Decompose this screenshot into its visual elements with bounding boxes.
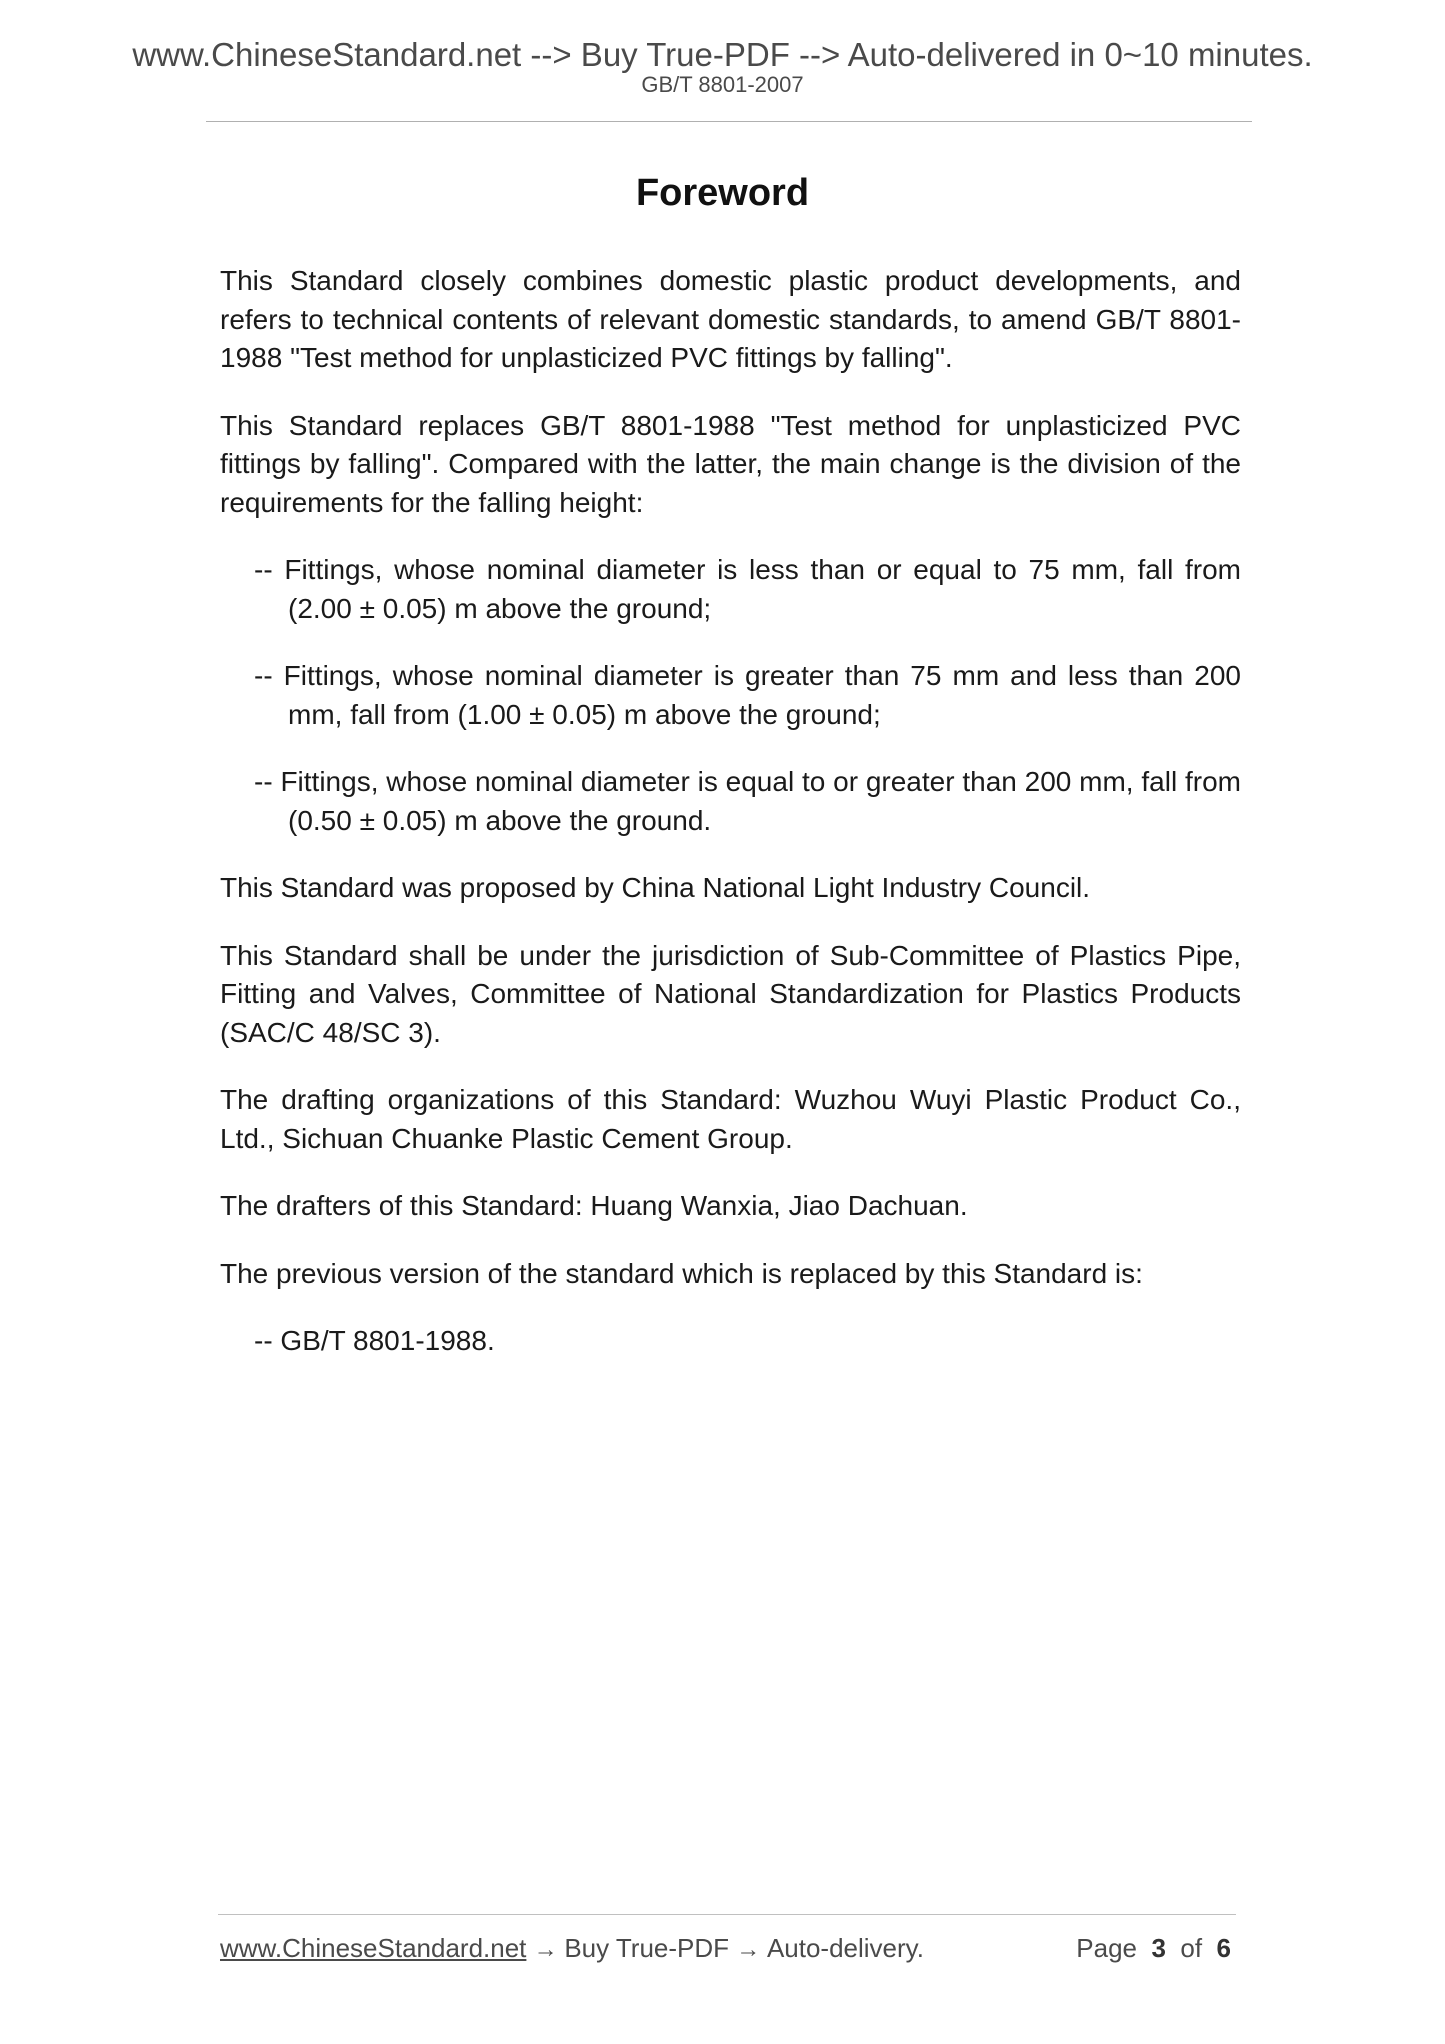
arrow-right-icon: →	[736, 1936, 767, 1963]
page-total: 6	[1216, 1933, 1231, 1963]
paragraph-replacement: This Standard replaces GB/T 8801-1988 "Test method for unplasticized PVC fittings by falling". Compared with the latter, the main change is the division of the requirements for the falling height:	[220, 409, 1241, 518]
list-item-height-0-5m: -- Fittings, whose nominal diameter is equal to or greater than 200 mm, fall from (0.50 ± 0.05) m above the ground.	[254, 766, 1241, 836]
footer-delivery-text: Auto-delivery.	[766, 1933, 924, 1963]
paragraph-proposed-by: This Standard was proposed by China National Light Industry Council.	[220, 872, 1091, 903]
footer-site-link[interactable]: www.ChineseStandard.net	[220, 1933, 527, 1963]
paragraph-drafters: The drafters of this Standard: Huang Wanxia, Jiao Dachuan.	[220, 1190, 968, 1221]
page-title: Foreword	[635, 172, 810, 214]
list-item-height-1m: -- Fittings, whose nominal diameter is greater than 75 mm and less than 200 mm, fall from (1.00 ± 0.05) m above the ground;	[254, 660, 1241, 730]
list-item-height-2m: -- Fittings, whose nominal diameter is less than or equal to 75 mm, fall from (2.00 ± 0.05) m above the ground;	[254, 554, 1241, 624]
foreword-body	[220, 262, 1241, 1390]
header-divider	[206, 121, 1252, 122]
list-item-previous-version: -- GB/T 8801-1988.	[254, 1325, 495, 1356]
header-banner: www.ChineseStandard.net --> Buy True-PDF --> Auto-delivered in 0~10 minutes.	[132, 36, 1313, 73]
footer-divider	[218, 1914, 1236, 1915]
page-label: Page	[1076, 1933, 1138, 1963]
page-current: 3	[1151, 1933, 1166, 1963]
page-number	[1076, 1935, 1231, 1961]
footer-buy-text: Buy True-PDF	[564, 1933, 730, 1963]
paragraph-jurisdiction: This Standard shall be under the jurisdiction of Sub-Committee of Plastics Pipe, Fitting and Valves, Committee of National Standardization for Plastics Products (SAC/C 48/SC 3).	[220, 939, 1241, 1048]
paragraph-previous-version: The previous version of the standard which is replaced by this Standard is:	[220, 1257, 1143, 1289]
page-footer	[220, 1935, 1236, 1962]
paragraph-drafting-organizations: The drafting organizations of this Standard: Wuzhou Wuyi Plastic Product Co., Ltd., Sichuan Chuanke Plastic Cement Group.	[220, 1084, 1241, 1154]
page-of: of	[1180, 1933, 1203, 1963]
document-code: GB/T 8801-2007	[641, 72, 804, 97]
arrow-right-icon: →	[533, 1936, 565, 1963]
paragraph-amendment: This Standard closely combines domestic plastic product developments, and refers to technical contents of relevant domestic standards, to amend GB/T 8801-1988 "Test method for unplasticized PVC fittings by falling".	[220, 265, 1241, 373]
